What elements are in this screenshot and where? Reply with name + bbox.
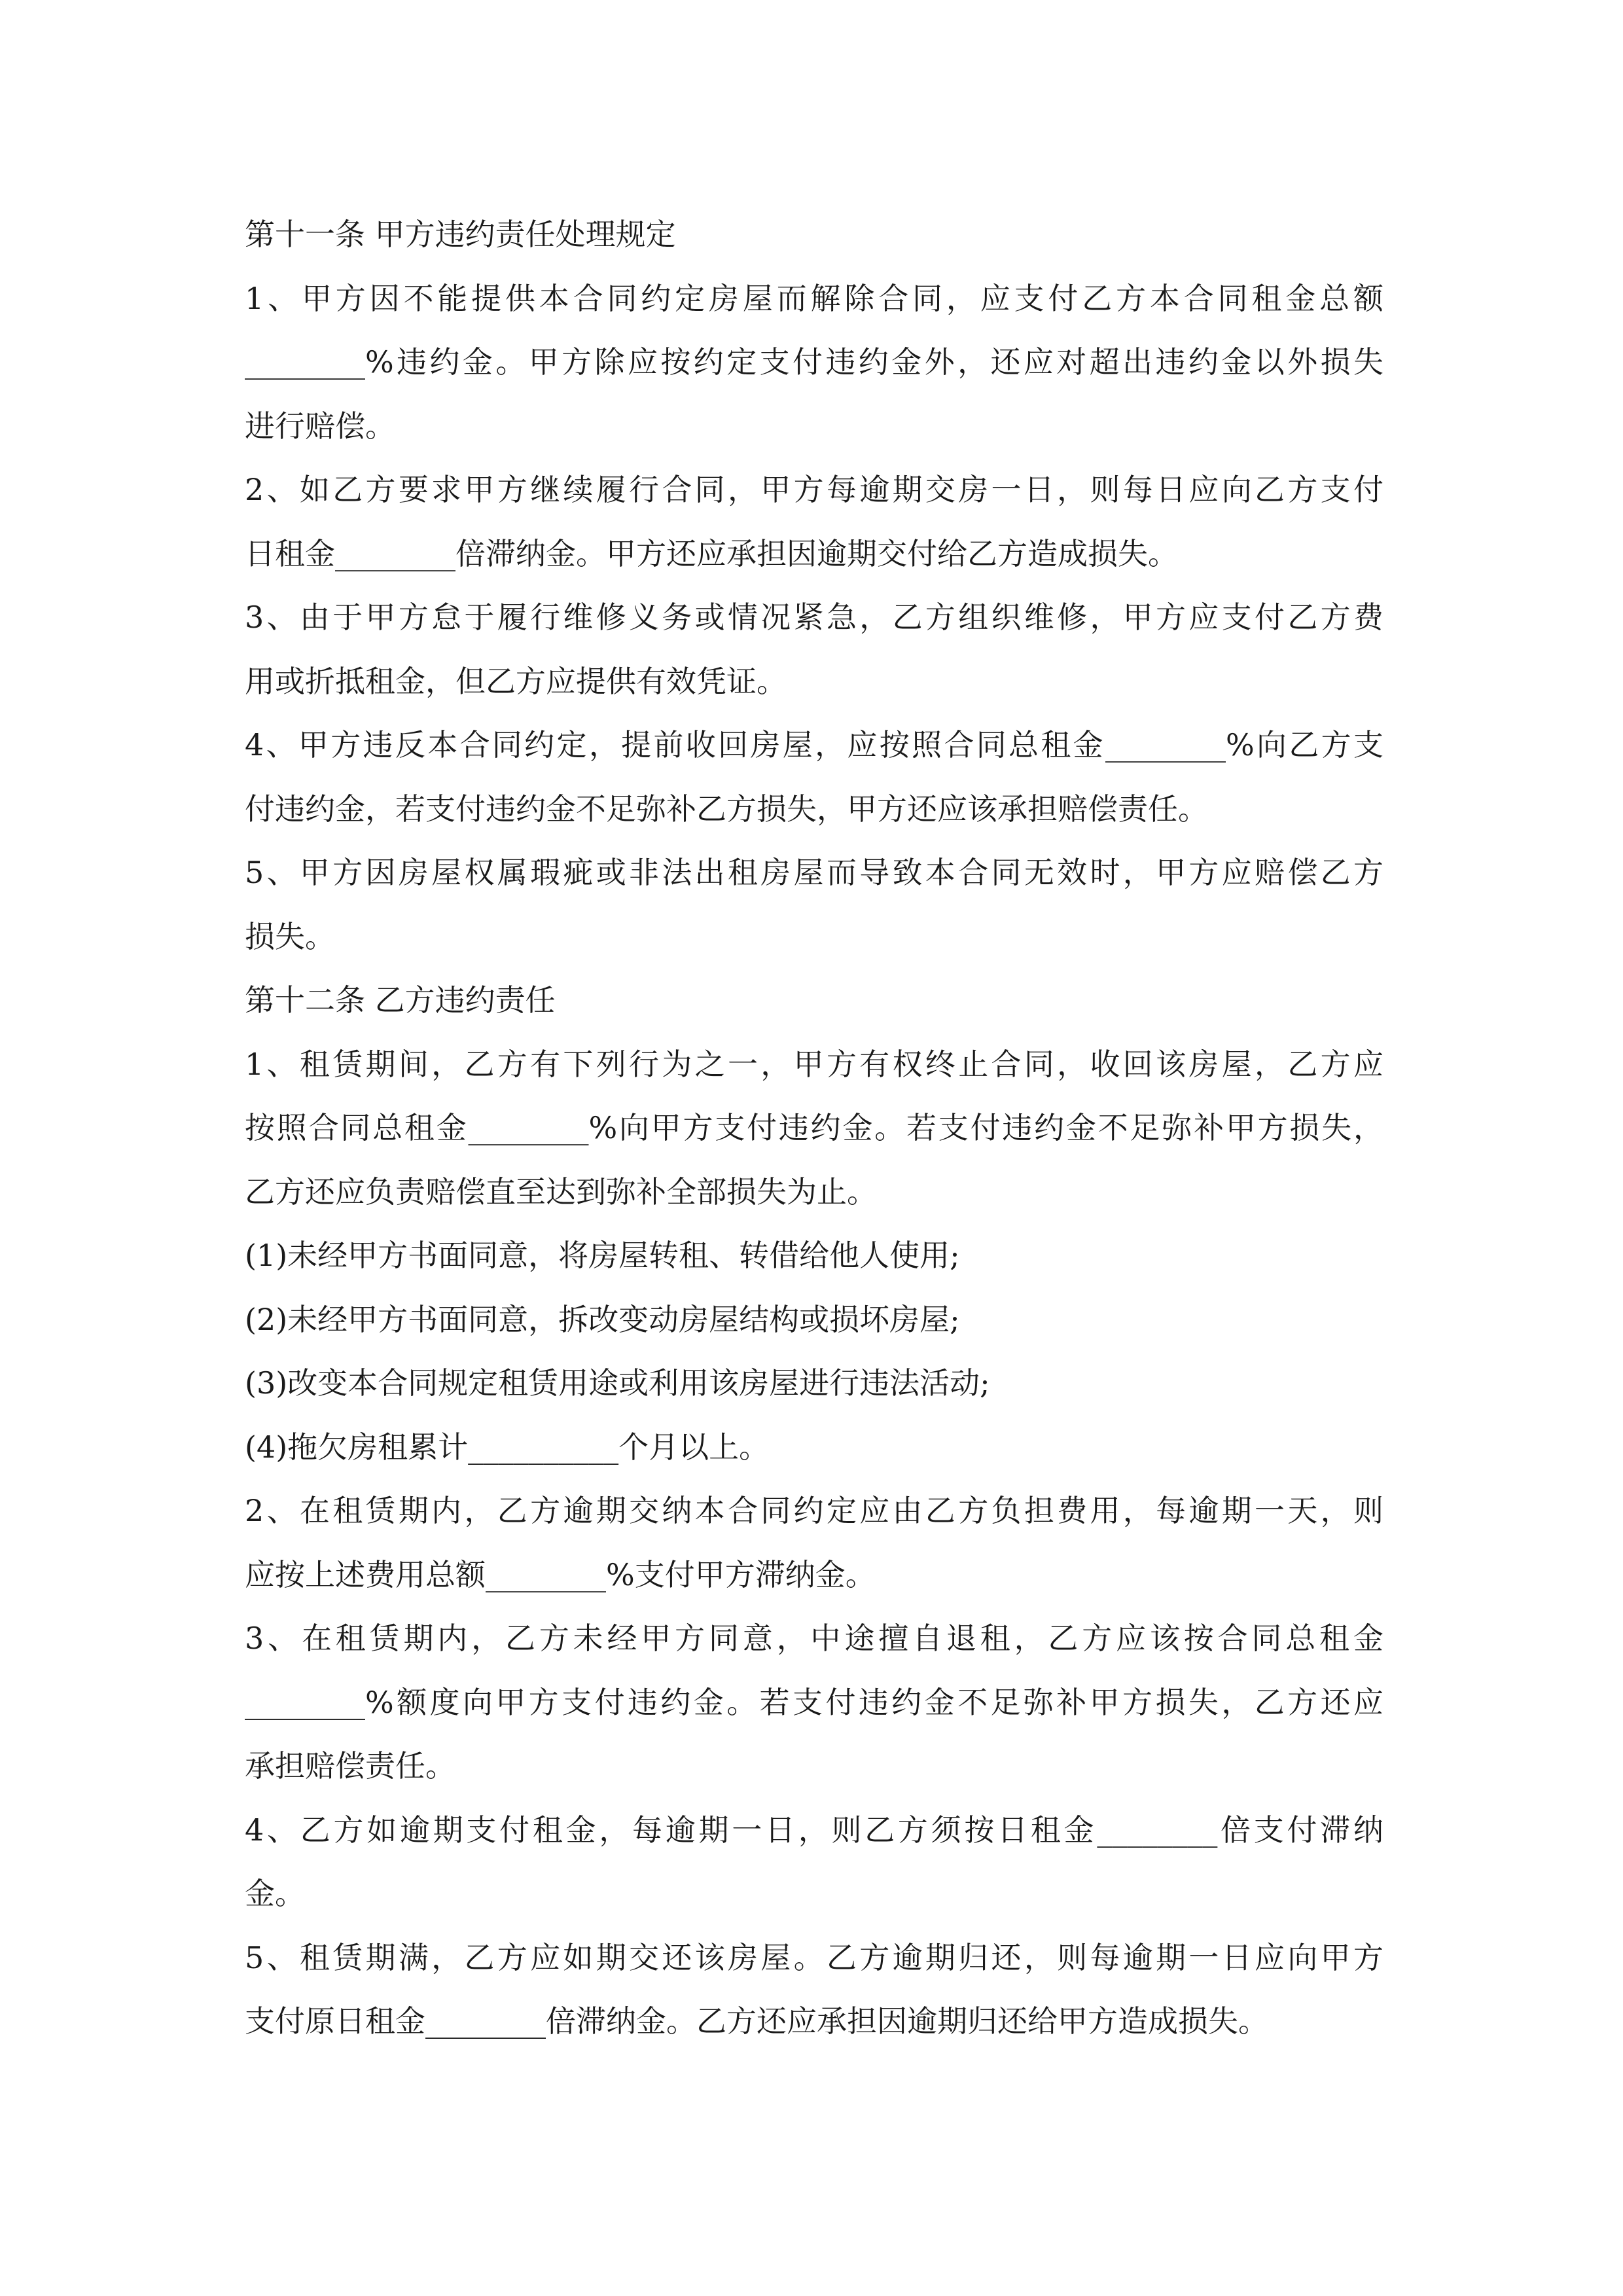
text-line: 应按上述费用总额________%支付甲方滞纳金。 — [245, 1556, 876, 1592]
text-line: 第十二条 乙方违约责任 — [245, 982, 556, 1018]
text-line: 损失。 — [245, 918, 335, 954]
text-line: (1)未经甲方书面同意，将房屋转租、转借给他人使用; — [245, 1238, 960, 1273]
text-line: 2、如乙方要求甲方继续履行合同，甲方每逾期交房一日，则每日应向乙方支付 — [245, 472, 1383, 507]
text-line: 1、租赁期间，乙方有下列行为之一，甲方有权终止合同，收回该房屋，乙方应 — [245, 1046, 1383, 1082]
text-line: 支付原日租金________倍滞纳金。乙方还应承担因逾期归还给甲方造成损失。 — [245, 2003, 1268, 2039]
text-line: 乙方还应负责赔偿直至达到弥补全部损失为止。 — [245, 1174, 877, 1210]
text-line: ________%违约金。甲方除应按约定支付违约金外，还应对超出违约金以外损失 — [245, 344, 1383, 380]
text-line: (4)拖欠房租累计__________个月以上。 — [245, 1429, 770, 1465]
text-line: 5、甲方因房屋权属瑕疵或非法出租房屋而导致本合同无效时，甲方应赔偿乙方 — [245, 855, 1383, 890]
text-line: ________%额度向甲方支付违约金。若支付违约金不足弥补甲方损失，乙方还应 — [245, 1684, 1383, 1720]
text-line: 5、租赁期满，乙方应如期交还该房屋。乙方逾期归还，则每逾期一日应向甲方 — [245, 1939, 1383, 1975]
text-line: 进行赔偿。 — [245, 408, 395, 444]
text-line: 付违约金，若支付违约金不足弥补乙方损失，甲方还应该承担赔偿责任。 — [245, 791, 1208, 827]
text-line: 4、甲方违反本合同约定，提前收回房屋，应按照合同总租金________%向乙方支 — [245, 727, 1383, 762]
text-line: (3)改变本合同规定租赁用途或利用该房屋进行违法活动; — [245, 1365, 990, 1401]
text-line: (2)未经甲方书面同意，拆改变动房屋结构或损坏房屋; — [245, 1301, 960, 1337]
text-line: 金。 — [245, 1876, 305, 1911]
text-line: 2、在租赁期内，乙方逾期交纳本合同约定应由乙方负担费用，每逾期一天，则 — [245, 1493, 1383, 1528]
text-line: 用或折抵租金，但乙方应提供有效凭证。 — [245, 663, 787, 699]
text-line: 承担赔偿责任。 — [245, 1748, 455, 1784]
contract-text-body — [245, 203, 1383, 2054]
text-line: 1、甲方因不能提供本合同约定房屋而解除合同，应支付乙方本合同租金总额 — [245, 280, 1383, 316]
text-line: 4、乙方如逾期支付租金，每逾期一日，则乙方须按日租金________倍支付滞纳 — [245, 1812, 1383, 1848]
text-line: 第十一条 甲方违约责任处理规定 — [245, 217, 676, 252]
text-line: 3、由于甲方怠于履行维修义务或情况紧急，乙方组织维修，甲方应支付乙方费 — [245, 600, 1383, 635]
text-line: 按照合同总租金________%向甲方支付违约金。若支付违约金不足弥补甲方损失， — [245, 1110, 1383, 1145]
text-line: 3、在租赁期内，乙方未经甲方同意，中途擅自退租，乙方应该按合同总租金 — [245, 1621, 1383, 1656]
text-line: 日租金________倍滞纳金。甲方还应承担因逾期交付给乙方造成损失。 — [245, 535, 1178, 571]
